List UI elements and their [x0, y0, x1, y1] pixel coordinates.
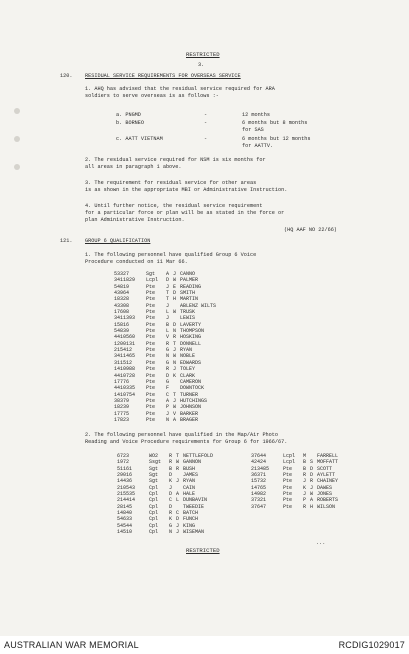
- initial-2: J: [310, 484, 314, 491]
- rank: Pte: [283, 484, 293, 491]
- initial-1: J: [303, 491, 307, 498]
- initial-1: K: [303, 484, 307, 491]
- section-121-title: GROUP 6 QUALIFICATION: [85, 238, 151, 244]
- surname: MOFFATT: [317, 459, 339, 466]
- initial-1: L: [166, 328, 170, 335]
- rank: Pte: [146, 283, 156, 290]
- surname: CHAINEY: [317, 478, 339, 485]
- initial-1: G: [169, 522, 173, 529]
- initial-1: G: [166, 347, 170, 354]
- initial-1: C: [166, 391, 170, 398]
- service-number: 214414: [117, 497, 136, 504]
- section-120-reference: (HQ AAF NO 22/66): [284, 227, 337, 233]
- service-number: 6723: [117, 453, 130, 459]
- service-number: 17776: [114, 378, 130, 385]
- item-a-dash: -: [204, 112, 208, 118]
- rank: WO2: [149, 453, 159, 459]
- initial-1: G: [166, 378, 170, 385]
- section-120-p2-line1: 2. The residual service required for NSM is six months for: [85, 157, 266, 163]
- section-121-p1-line2: Procedure conducted on 11 Mar 66.: [85, 259, 188, 265]
- rank: Pte: [146, 347, 156, 354]
- rank: Pte: [283, 503, 293, 510]
- rank: Pte: [146, 391, 156, 398]
- initial-1: D: [169, 491, 173, 498]
- surname: BRAGER: [180, 416, 199, 423]
- initial-1: B: [303, 465, 307, 472]
- service-number: 37647: [251, 503, 267, 510]
- rank: Pte: [146, 290, 156, 297]
- item-c-dash: -: [204, 136, 208, 142]
- service-number: 54819: [114, 283, 130, 290]
- initial-2: D: [310, 472, 314, 479]
- initial-1: N: [166, 353, 170, 360]
- service-number: 42424: [251, 459, 267, 466]
- initial-2: T: [173, 391, 177, 398]
- rank: Pte: [146, 340, 156, 347]
- rank: Lcpl: [146, 277, 159, 284]
- service-number: 14982: [251, 491, 267, 498]
- page-mark: ...: [316, 540, 326, 546]
- service-number: 51161: [117, 465, 133, 472]
- initial-1: N: [166, 416, 170, 423]
- item-b-value: 6 months but 8 months: [242, 120, 308, 126]
- surname: MARTIN: [180, 296, 199, 303]
- service-number: 213485: [251, 465, 270, 472]
- surname: HUTCHINGS: [180, 397, 208, 404]
- initial-1: R: [166, 366, 170, 373]
- service-number: 15816: [114, 321, 130, 328]
- surname: TRUSK: [180, 309, 196, 316]
- service-number: 17608: [114, 309, 130, 316]
- service-number: 1410988: [114, 366, 136, 373]
- punch-hole: [14, 108, 20, 114]
- surname: JONES: [317, 491, 333, 498]
- rank: Lcpl: [283, 453, 296, 459]
- punch-hole: [14, 164, 20, 170]
- rank: Cpl: [149, 529, 159, 536]
- surname: BARKER: [180, 410, 199, 417]
- surname: NETTLEFOLD: [183, 453, 214, 459]
- section-121-p2-line1: 2. The following personnel have qualified in the Map/Air Photo: [85, 432, 279, 438]
- initial-1: J: [166, 283, 170, 290]
- initial-2: J: [176, 529, 180, 536]
- initial-1: C: [169, 497, 173, 504]
- rank: Pte: [146, 397, 156, 404]
- service-number: 28145: [117, 503, 133, 510]
- initial-2: H: [310, 503, 314, 510]
- service-number: 3411465: [114, 353, 136, 360]
- service-number: 1410754: [114, 391, 136, 398]
- service-number: 14840: [117, 510, 133, 517]
- initial-2: N: [173, 328, 177, 335]
- initial-1: J: [169, 484, 173, 491]
- initial-1: R: [303, 503, 307, 510]
- surname: HOSKING: [180, 334, 202, 341]
- rank: Pte: [283, 465, 293, 472]
- item-c-value: 6 months but 12 months: [242, 136, 311, 142]
- section-120-p3-line2: is as shown in the appropriate MBI or Administrative Instruction.: [85, 187, 288, 193]
- initial-2: J: [173, 397, 177, 404]
- surname: NOBLE: [180, 353, 196, 360]
- service-number: 37321: [251, 497, 267, 504]
- qualified-map-reading-list-left: [117, 453, 215, 535]
- service-number: 17823: [114, 416, 130, 423]
- surname: JOHNSON: [180, 404, 202, 411]
- initial-2: J: [173, 271, 177, 277]
- rank: Pte: [283, 491, 293, 498]
- initial-1: A: [166, 397, 170, 404]
- surname: FUNCH: [183, 516, 199, 523]
- rank: Cpl: [149, 522, 159, 529]
- service-number: 210543: [117, 484, 136, 491]
- surname: ROBERTS: [317, 497, 339, 504]
- initial-1: D: [166, 372, 170, 379]
- archive-name: AUSTRALIAN WAR MEMORIAL: [4, 640, 139, 650]
- initial-1: M: [303, 453, 307, 459]
- initial-1: P: [303, 497, 307, 504]
- initial-2: A: [173, 416, 177, 423]
- initial-1: N: [169, 529, 173, 536]
- initial-1: J: [166, 302, 170, 309]
- rank: Pte: [283, 478, 293, 485]
- surname: THOMPSON: [180, 328, 205, 335]
- service-number: 54839: [114, 328, 130, 335]
- initial-2: S: [310, 459, 314, 466]
- rank: Pte: [146, 404, 156, 411]
- surname: SMITH: [180, 290, 196, 297]
- initial-2: J: [176, 478, 180, 485]
- initial-2: L: [176, 497, 180, 504]
- initial-1: B: [166, 321, 170, 328]
- qualified-map-reading-list-right: [251, 453, 340, 510]
- rank: Pte: [146, 378, 156, 385]
- surname: CAIN: [183, 484, 196, 491]
- classification-footer: RESTRICTED: [186, 547, 220, 554]
- service-number: 215535: [117, 491, 136, 498]
- section-120-p4-line3: plan Administrative Instruction.: [85, 217, 185, 223]
- service-number: 18328: [114, 296, 130, 303]
- surname: BATCH: [183, 510, 199, 517]
- initial-2: D: [310, 465, 314, 472]
- initial-1: R: [169, 459, 173, 466]
- initial-2: N: [173, 359, 177, 366]
- archive-reference: RCDIG1029017: [338, 640, 405, 650]
- surname: RYAN: [183, 478, 196, 485]
- surname: PALMER: [180, 277, 199, 284]
- initial-2: D: [176, 516, 180, 523]
- item-b-dash: -: [204, 120, 208, 126]
- initial-2: T: [176, 453, 180, 459]
- item-a-value: 12 months: [242, 112, 271, 118]
- qualified-voice-procedure-list: [114, 271, 218, 423]
- initial-2: R: [176, 465, 180, 472]
- initial-2: W: [310, 491, 314, 498]
- initial-1: L: [166, 309, 170, 316]
- initial-2: E: [173, 283, 177, 290]
- rank: Cpl: [149, 484, 159, 491]
- surname: CAMERON: [180, 378, 202, 385]
- service-number: 4410728: [114, 372, 136, 379]
- punch-holes: [14, 108, 20, 192]
- section-121-p1-line1: 1. The following personnel have qualified Group 6 Voice: [85, 252, 257, 258]
- surname: WILSON: [317, 503, 336, 510]
- rank: Sgt: [146, 271, 156, 277]
- rank: Ssgt: [149, 459, 162, 466]
- initial-1: B: [169, 465, 173, 472]
- rank: Pte: [146, 334, 156, 341]
- service-number: 38379: [114, 397, 130, 404]
- rank: Cpl: [149, 510, 159, 517]
- initial-1: D: [169, 472, 173, 479]
- initial-1: R: [169, 453, 173, 459]
- rank: Pte: [146, 328, 156, 335]
- list-item: [117, 529, 215, 535]
- initial-1: J: [303, 478, 307, 485]
- service-number: 4410560: [114, 334, 136, 341]
- rank: Pte: [146, 385, 156, 392]
- archive-footer: [0, 636, 409, 654]
- rank: Sgt: [149, 472, 159, 479]
- initial-1: T: [166, 296, 170, 303]
- initial-1: J: [166, 410, 170, 417]
- rank: Pte: [146, 321, 156, 328]
- initial-2: J: [176, 522, 180, 529]
- initial-2: T: [173, 340, 177, 347]
- initial-2: H: [173, 296, 177, 303]
- surname: JAMES: [183, 472, 199, 479]
- service-number: 3411829: [114, 277, 136, 284]
- surname: EDWARDS: [180, 359, 202, 366]
- item-b-value-2: for SAS: [242, 127, 264, 133]
- service-number: 17775: [114, 410, 130, 417]
- surname: HALE: [183, 491, 196, 498]
- surname: TOLEY: [180, 366, 196, 373]
- initial-2: W: [173, 404, 177, 411]
- initial-1: F: [166, 385, 170, 392]
- surname: DAWES: [317, 484, 333, 491]
- rank: Cpl: [149, 503, 159, 510]
- item-b-label: b. BORNEO: [116, 120, 145, 126]
- surname: RYAN: [180, 347, 193, 354]
- section-120-number: 120.: [60, 73, 73, 79]
- section-120-p2-line2: all areas in paragraph 1 above.: [85, 164, 182, 170]
- initial-2: J: [173, 366, 177, 373]
- initial-2: V: [173, 410, 177, 417]
- service-number: 54633: [117, 516, 133, 523]
- item-a-label: a. PNGMD: [116, 112, 141, 118]
- initial-2: D: [173, 290, 177, 297]
- service-number: 36371: [251, 472, 267, 479]
- initial-2: D: [173, 321, 177, 328]
- rank: Pte: [146, 296, 156, 303]
- initial-2: J: [173, 347, 177, 354]
- surname: KING: [183, 522, 196, 529]
- rank: Cpl: [149, 516, 159, 523]
- rank: Pte: [146, 309, 156, 316]
- service-number: 215412: [114, 347, 133, 354]
- surname: AYLETT: [317, 472, 336, 479]
- list-item: [114, 385, 218, 391]
- service-number: 43308: [114, 302, 130, 309]
- service-number: 3411393: [114, 315, 136, 322]
- service-number: 4410335: [114, 385, 136, 392]
- list-item: [114, 417, 218, 423]
- initial-2: W: [176, 459, 180, 466]
- service-number: 29016: [117, 472, 133, 479]
- initial-2: A: [176, 491, 180, 498]
- initial-2: R: [310, 478, 314, 485]
- initial-1: D: [166, 277, 170, 284]
- initial-2: W: [173, 353, 177, 360]
- section-120-p3-line1: 3. The requirement for residual service for other areas: [85, 180, 257, 186]
- classification-header: RESTRICTED: [186, 51, 220, 58]
- service-number: 14765: [251, 484, 267, 491]
- initial-1: G: [166, 359, 170, 366]
- surname: FARRELL: [317, 453, 339, 459]
- service-number: 311512: [114, 359, 133, 366]
- surname: SCOTT: [317, 465, 333, 472]
- service-number: 18239: [114, 404, 130, 411]
- service-number: 37644: [251, 453, 267, 459]
- service-number: 53327: [114, 271, 130, 277]
- initial-2: W: [173, 277, 177, 284]
- item-c-value-2: for AATTV.: [242, 143, 274, 149]
- surname: LEWIS: [180, 315, 196, 322]
- surname: ABLENZ WILTS: [180, 302, 217, 309]
- service-number: 15732: [251, 478, 267, 485]
- surname: CANNO: [180, 271, 196, 277]
- initial-1: V: [166, 334, 170, 341]
- rank: Pte: [146, 416, 156, 423]
- surname: WISEMAN: [183, 529, 205, 536]
- rank: Pte: [283, 497, 293, 504]
- section-120-title: RESIDUAL SERVICE REQUIREMENTS FOR OVERSEAS SERVICE: [85, 73, 241, 79]
- initial-1: A: [166, 271, 170, 277]
- service-number: 14436: [117, 478, 133, 485]
- item-c-label: c. AATT VIETNAM: [116, 136, 163, 142]
- rank: Pte: [146, 372, 156, 379]
- initial-2: K: [173, 372, 177, 379]
- rank: Pte: [283, 472, 293, 479]
- rank: Pte: [146, 353, 156, 360]
- initial-1: T: [166, 290, 170, 297]
- surname: LAVERTY: [180, 321, 202, 328]
- surname: DONNELL: [180, 340, 202, 347]
- service-number: 1200131: [114, 340, 136, 347]
- initial-2: C: [176, 510, 180, 517]
- section-120-p1-line1: 1. AHQ has advised that the residual service required for ARA: [85, 86, 275, 92]
- initial-1: J: [166, 315, 170, 322]
- surname: DUNBAVIN: [183, 497, 208, 504]
- surname: TURNER: [180, 391, 199, 398]
- section-121-p2-line2: Reading and Voice Procedure requirements for Group 6 for 1966/67.: [85, 439, 288, 445]
- service-number: 1972: [117, 459, 130, 466]
- rank: Sgt: [149, 465, 159, 472]
- surname: BUSH: [183, 465, 196, 472]
- rank: Pte: [146, 315, 156, 322]
- service-number: 43964: [114, 290, 130, 297]
- rank: Cpl: [149, 491, 159, 498]
- section-120-p4-line2: for a particular force or plan will be as stated in the force or: [85, 210, 285, 216]
- rank: Pte: [146, 366, 156, 373]
- initial-2: R: [173, 334, 177, 341]
- initial-1: B: [303, 459, 307, 466]
- rank: Cpl: [149, 497, 159, 504]
- rank: Pte: [146, 359, 156, 366]
- initial-1: D: [169, 503, 173, 510]
- initial-1: R: [169, 510, 173, 517]
- initial-1: K: [169, 478, 173, 485]
- initial-1: R: [303, 472, 307, 479]
- punch-hole: [14, 136, 20, 142]
- rank: Sgt: [149, 478, 159, 485]
- initial-2: A: [310, 497, 314, 504]
- surname: READING: [180, 283, 202, 290]
- initial-1: P: [166, 404, 170, 411]
- surname: DOWNTOCK: [180, 385, 205, 392]
- rank: Lcpl: [283, 459, 296, 466]
- service-number: 54544: [117, 522, 133, 529]
- initial-1: R: [166, 340, 170, 347]
- surname: GANNON: [183, 459, 202, 466]
- section-120-p4-line1: 4. Until further notice, the residual service requirement: [85, 203, 263, 209]
- list-item: [251, 504, 340, 510]
- rank: Pte: [146, 410, 156, 417]
- page-number: 3.: [198, 62, 205, 68]
- section-120-p1-line2: soldiers to serve overseas is as follows :-: [85, 93, 219, 99]
- surname: CLARK: [180, 372, 196, 379]
- rank: Pte: [146, 302, 156, 309]
- service-number: 14510: [117, 529, 133, 536]
- initial-2: W: [173, 309, 177, 316]
- surname: TWEEDIE: [183, 503, 205, 510]
- section-121-number: 121.: [60, 238, 73, 244]
- initial-1: K: [169, 516, 173, 523]
